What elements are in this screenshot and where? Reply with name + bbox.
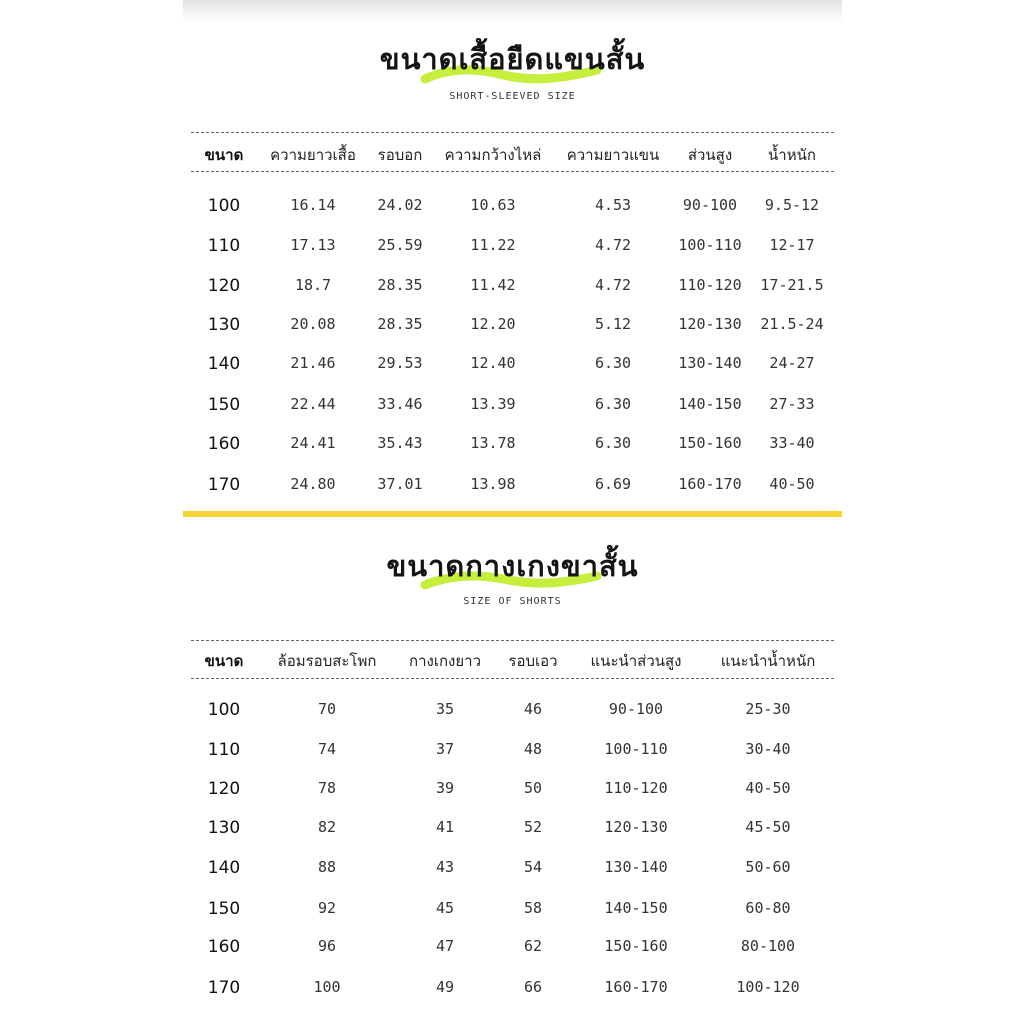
shorts-header-bottom-rule — [191, 678, 834, 679]
shorts-table-cell: 96 — [317, 937, 337, 955]
shorts-table-cell: 49 — [435, 978, 455, 996]
section-divider — [183, 511, 842, 517]
shorts-header-cell: แนะนำน้ำหนัก — [720, 652, 816, 670]
shorts-table-cell: 140 — [207, 858, 241, 878]
shirt-table-cell: 16.14 — [290, 196, 336, 214]
shorts-table-cell: 30-40 — [745, 740, 791, 758]
shorts-table-cell: 37 — [435, 740, 455, 758]
shorts-table-cell: 48 — [523, 740, 543, 758]
shorts-table-cell: 45-50 — [745, 818, 791, 836]
shirt-table-cell: 33-40 — [769, 434, 815, 452]
shirt-table-cell: 24.41 — [290, 434, 336, 452]
shirt-table-cell: 21.5-24 — [760, 315, 824, 333]
shorts-table-cell: 150 — [207, 899, 241, 919]
shirt-header-cell: ความกว้างไหล่ — [444, 146, 542, 164]
shorts-table-cell: 45 — [435, 899, 455, 917]
shirt-table-cell: 12.40 — [470, 354, 516, 372]
shirt-table-cell: 20.08 — [290, 315, 336, 333]
shirt-header-cell: รอบอก — [377, 146, 423, 164]
shorts-table-cell: 50 — [523, 779, 543, 797]
shorts-table-cell: 40-50 — [745, 779, 791, 797]
shirt-table-cell: 37.01 — [377, 475, 423, 493]
shirt-table-cell: 130 — [207, 315, 241, 335]
shorts-table-cell: 160-170 — [604, 978, 668, 996]
shorts-table-cell: 41 — [435, 818, 455, 836]
shirt-header-bottom-rule — [191, 171, 834, 172]
shorts-header-cell: กางเกงยาว — [409, 652, 481, 670]
shirt-table-cell: 4.72 — [594, 276, 632, 294]
shirt-table-cell: 4.72 — [594, 236, 632, 254]
shirt-table-cell: 17.13 — [290, 236, 336, 254]
shorts-table-cell: 100 — [313, 978, 341, 996]
shorts-table-cell: 80-100 — [740, 937, 796, 955]
shorts-table-cell: 88 — [317, 858, 337, 876]
shirt-table-cell: 6.30 — [594, 354, 632, 372]
shorts-table-cell: 120 — [207, 779, 241, 799]
shirt-table-cell: 90-100 — [682, 196, 738, 214]
shirt-table-cell: 140-150 — [678, 395, 742, 413]
shirt-table-cell: 5.12 — [594, 315, 632, 333]
shorts-header-top-rule — [191, 640, 834, 641]
shirt-table-cell: 13.78 — [470, 434, 516, 452]
shirt-table-cell: 28.35 — [377, 315, 423, 333]
shirt-table-cell: 150 — [207, 395, 241, 415]
shirt-table-cell: 13.98 — [470, 475, 516, 493]
shorts-table-cell: 130-140 — [604, 858, 668, 876]
shorts-table-cell: 170 — [207, 978, 241, 998]
shirt-table-cell: 110 — [207, 236, 241, 256]
shirt-table-cell: 6.30 — [594, 395, 632, 413]
shirt-table-cell: 150-160 — [678, 434, 742, 452]
shorts-table-cell: 100-120 — [736, 978, 800, 996]
shirt-table-cell: 12.20 — [470, 315, 516, 333]
shirt-table-cell: 24.02 — [377, 196, 423, 214]
shorts-header-cell: แนะนำส่วนสูง — [590, 652, 682, 670]
shorts-table-cell: 74 — [317, 740, 337, 758]
shirt-table-cell: 40-50 — [769, 475, 815, 493]
shorts-table-cell: 47 — [435, 937, 455, 955]
shorts-header-cell: รอบเอว — [508, 652, 558, 670]
size-chart-page — [183, 0, 842, 1024]
shirt-table-cell: 4.53 — [594, 196, 632, 214]
shirt-table-cell: 110-120 — [678, 276, 742, 294]
shirt-table-cell: 100 — [207, 196, 241, 216]
shirt-table-cell: 13.39 — [470, 395, 516, 413]
shirt-table-cell: 11.42 — [470, 276, 516, 294]
shorts-table-cell: 39 — [435, 779, 455, 797]
shorts-table-cell: 150-160 — [604, 937, 668, 955]
shirt-section-title: ขนาดเสื้อยืดแขนสั้น — [379, 42, 646, 76]
shorts-table-cell: 130 — [207, 818, 241, 838]
shorts-table-cell: 120-130 — [604, 818, 668, 836]
shirt-header-cell: น้ำหนัก — [768, 146, 816, 164]
shorts-table-cell: 43 — [435, 858, 455, 876]
shirt-table-cell: 9.5-12 — [764, 196, 820, 214]
shirt-table-cell: 24-27 — [769, 354, 815, 372]
shirt-header-cell: ส่วนสูง — [687, 146, 733, 164]
shirt-table-cell: 27-33 — [769, 395, 815, 413]
shorts-table-cell: 82 — [317, 818, 337, 836]
shorts-table-cell: 100-110 — [604, 740, 668, 758]
shorts-table-cell: 35 — [435, 700, 455, 718]
shirt-table-cell: 6.30 — [594, 434, 632, 452]
shirt-table-cell: 28.35 — [377, 276, 423, 294]
shirt-table-cell: 18.7 — [294, 276, 332, 294]
shorts-table-cell: 70 — [317, 700, 337, 718]
top-shadow — [183, 0, 842, 22]
shorts-table-cell: 160 — [207, 937, 241, 957]
shirt-table-cell: 35.43 — [377, 434, 423, 452]
shorts-table-cell: 110-120 — [604, 779, 668, 797]
shorts-section-title: ขนาดกางเกงขาสั้น — [386, 549, 639, 583]
shorts-table-cell: 100 — [207, 700, 241, 720]
shirt-table-cell: 100-110 — [678, 236, 742, 254]
shorts-table-cell: 46 — [523, 700, 543, 718]
shorts-table-cell: 54 — [523, 858, 543, 876]
shirt-table-cell: 21.46 — [290, 354, 336, 372]
shirt-table-cell: 160 — [207, 434, 241, 454]
shorts-header-cell: ล้อมรอบสะโพก — [277, 652, 377, 670]
shorts-table-cell: 62 — [523, 937, 543, 955]
shorts-section-subtitle: SIZE OF SHORTS — [463, 596, 562, 607]
shorts-table-cell: 25-30 — [745, 700, 791, 718]
shirt-header-cell: ความยาวเสื้อ — [270, 146, 356, 164]
shirt-header-cell: ขนาด — [204, 146, 244, 164]
shorts-table-cell: 110 — [207, 740, 241, 760]
shorts-table-cell: 78 — [317, 779, 337, 797]
shorts-table-cell: 52 — [523, 818, 543, 836]
shirt-table-cell: 170 — [207, 475, 241, 495]
shirt-table-cell: 29.53 — [377, 354, 423, 372]
shirt-table-cell: 120-130 — [678, 315, 742, 333]
shirt-table-cell: 22.44 — [290, 395, 336, 413]
shirt-table-cell: 10.63 — [470, 196, 516, 214]
shirt-table-cell: 25.59 — [377, 236, 423, 254]
shirt-table-cell: 17-21.5 — [760, 276, 824, 294]
shirt-table-cell: 6.69 — [594, 475, 632, 493]
shorts-table-cell: 60-80 — [745, 899, 791, 917]
shirt-table-cell: 12-17 — [769, 236, 815, 254]
shirt-table-cell: 33.46 — [377, 395, 423, 413]
shorts-table-cell: 50-60 — [745, 858, 791, 876]
shorts-table-cell: 66 — [523, 978, 543, 996]
shirt-table-cell: 120 — [207, 276, 241, 296]
shirt-table-cell: 11.22 — [470, 236, 516, 254]
shirt-section-subtitle: SHORT-SLEEVED SIZE — [449, 91, 576, 102]
shorts-table-cell: 58 — [523, 899, 543, 917]
shorts-table-cell: 92 — [317, 899, 337, 917]
shirt-table-cell: 130-140 — [678, 354, 742, 372]
shorts-table-cell: 90-100 — [608, 700, 664, 718]
shorts-header-cell: ขนาด — [204, 652, 244, 670]
shirt-table-cell: 160-170 — [678, 475, 742, 493]
shorts-table-cell: 140-150 — [604, 899, 668, 917]
shirt-header-top-rule — [191, 132, 834, 133]
shirt-table-cell: 24.80 — [290, 475, 336, 493]
shirt-header-cell: ความยาวแขน — [566, 146, 660, 164]
shirt-table-cell: 140 — [207, 354, 241, 374]
